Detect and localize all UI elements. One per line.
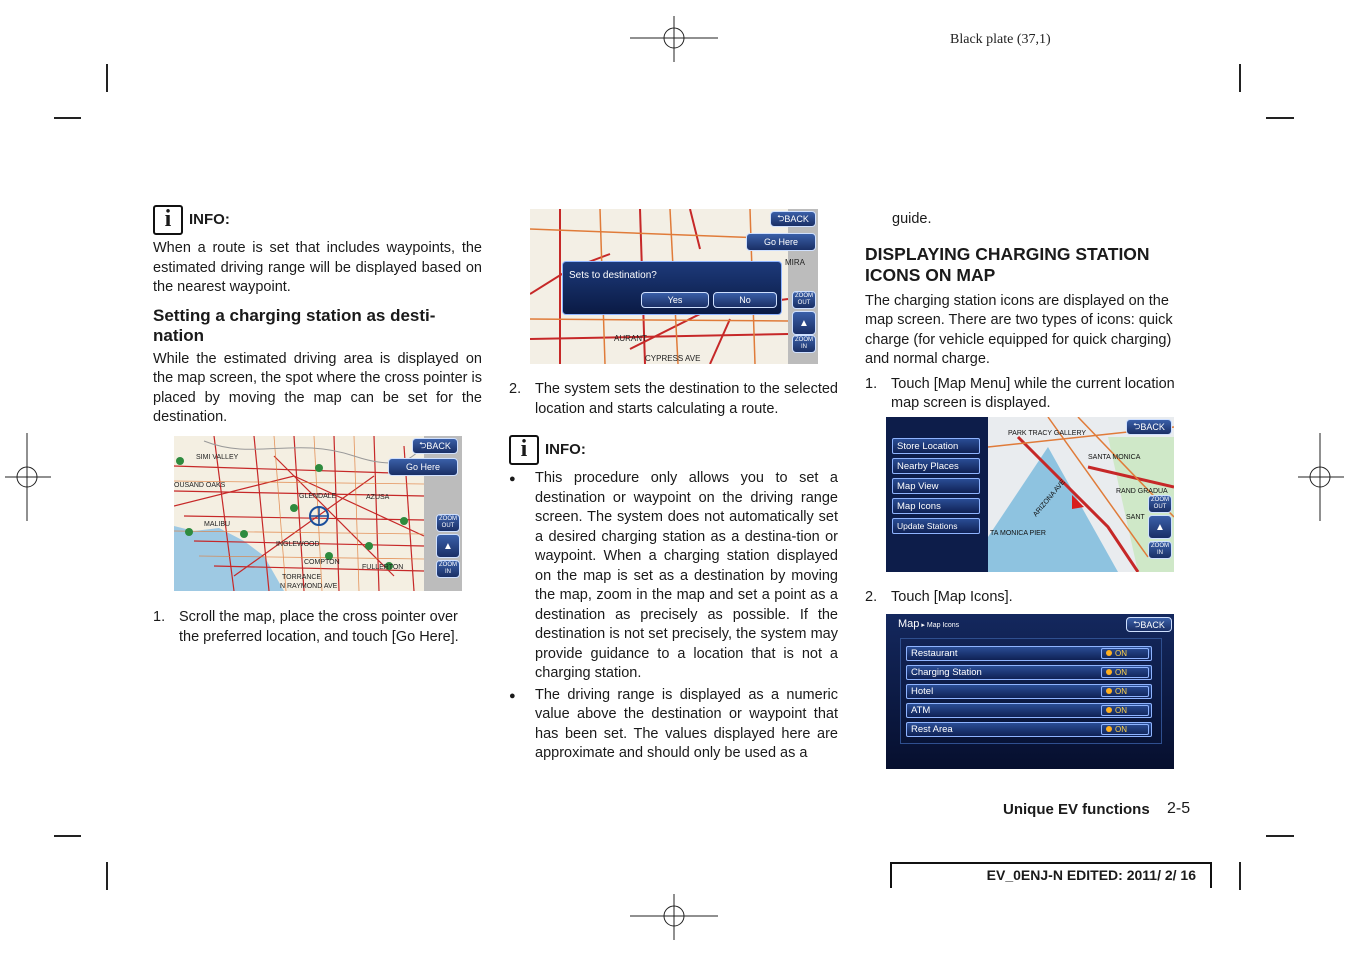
svg-text:ARIZONA AVE: ARIZONA AVE <box>1032 478 1067 519</box>
info-text: When a route is set that includes waypoints, the estimated driving range will be displayed based on the nearest waypoint. <box>153 240 482 295</box>
zoom-in-button[interactable]: ZOOM IN <box>1148 541 1172 559</box>
info-icon: i <box>153 205 183 235</box>
back-button[interactable]: ⮌ BACK <box>770 211 816 227</box>
zoom-out-button[interactable]: ZOOM OUT <box>436 514 460 532</box>
zoom-in-button[interactable]: ZOOM IN <box>792 335 816 353</box>
row-atm[interactable]: ATM ON <box>906 703 1152 718</box>
toggle-on[interactable]: ON <box>1101 686 1149 697</box>
menu-store-location[interactable]: Store Location <box>892 438 980 454</box>
svg-text:INGLEWOOD: INGLEWOOD <box>276 541 320 548</box>
svg-text:RAND GRADUA: RAND GRADUA <box>1116 488 1168 495</box>
svg-text:TORRANCE: TORRANCE <box>282 574 322 581</box>
svg-text:PARK TRACY GALLERY: PARK TRACY GALLERY <box>1008 430 1087 437</box>
svg-text:MIRA: MIRA <box>785 258 805 267</box>
zoom-out-button[interactable]: ZOOM OUT <box>792 291 816 309</box>
body-text: While the estimated driving area is displayed on the map screen, the spot where the cross pointer is placed by moving the map can be set for the destination. <box>153 350 482 425</box>
column-1-step <box>153 608 482 647</box>
menu-map-icons[interactable]: Map Icons <box>892 498 980 514</box>
info-icon: i <box>509 435 539 465</box>
svg-text:GLENDALE: GLENDALE <box>299 493 337 500</box>
toggle-on[interactable]: ON <box>1101 724 1149 735</box>
step-2: 2. Touch [Map Icons]. <box>865 589 1013 605</box>
svg-text:N RAYMOND AVE: N RAYMOND AVE <box>280 583 338 590</box>
step-2: 2. The system sets the destination to the selected location and starts calculating a route. <box>509 381 838 417</box>
info-heading: i INFO: <box>153 205 482 235</box>
svg-text:COMPTON: COMPTON <box>304 559 340 566</box>
column-3 <box>865 210 1194 414</box>
svg-text:MALIBU: MALIBU <box>204 521 231 528</box>
menu-map-view[interactable]: Map View <box>892 478 980 494</box>
back-button[interactable]: ⮌ BACK <box>412 438 458 454</box>
body-text: The charging station icons are displayed on the map screen. There are two types of icons: quick charge (for vehicle equipped for quick charging) and normal charge. <box>865 292 1173 367</box>
plate-label: Black plate (37,1) <box>950 32 1051 47</box>
registration-mark-bottom <box>630 894 718 940</box>
registration-mark-top <box>630 16 718 62</box>
step-1: 1. Touch [Map Menu] while the current location map screen is displayed. <box>865 375 1175 411</box>
zoom-in-button[interactable]: ZOOM IN <box>436 560 460 578</box>
svg-text:FULLERTON: FULLERTON <box>362 564 404 571</box>
confirm-dialog <box>562 261 782 315</box>
svg-text:SANTA MONICA: SANTA MONICA <box>1088 454 1141 461</box>
column-1 <box>153 205 482 428</box>
svg-text:SIMI VALLEY: SIMI VALLEY <box>196 454 239 461</box>
svg-text:OUSAND OAKS: OUSAND OAKS <box>174 482 226 489</box>
row-hotel[interactable]: Hotel ON <box>906 684 1152 699</box>
toggle-on[interactable]: ON <box>1101 667 1149 678</box>
step-1: 1. Scroll the map, place the cross pointer over the preferred location, and touch [Go Here]. <box>153 609 459 645</box>
svg-text:AZUSA: AZUSA <box>366 494 390 501</box>
toggle-on[interactable]: ON <box>1101 648 1149 659</box>
registration-mark-left <box>5 433 51 521</box>
driving-range-map-screenshot <box>174 436 462 591</box>
page-number: 2-5 <box>1167 800 1191 817</box>
section-heading: DISPLAYING CHARGING STATION ICONS ON MAP <box>865 243 1150 285</box>
row-charging-station[interactable]: Charging Station ON <box>906 665 1152 680</box>
screen-title: Map ▸ Map Icons <box>898 618 960 630</box>
info-bullet: ● This procedure only allows you to set a destination or waypoint on the driving range screen. The system does not automatically set a desired charging station as a destina-tion or waypoint. When a charging station displayed on the map is set as a destination by moving the map, zoom in the map and set a point as a destination as precisely as possible. If the destination is not set precisely, the system may provide guidance to a location that is not a charging station. <box>509 470 838 681</box>
zoom-out-button[interactable]: ZOOM OUT <box>1148 495 1172 513</box>
menu-nearby-places[interactable]: Nearby Places <box>892 458 980 474</box>
toggle-on[interactable]: ON <box>1101 705 1149 716</box>
no-button[interactable]: No <box>713 292 777 308</box>
continued-text: guide. <box>892 211 932 227</box>
info-heading: i INFO: <box>509 435 838 465</box>
info-bullet: ● The driving range is displayed as a numeric value above the destination or waypoint that has been set. The values displayed here are approximate and should only be used as a <box>509 686 838 761</box>
compass-icon[interactable]: ▲ <box>436 534 460 558</box>
svg-text:AURANT: AURANT <box>614 334 647 343</box>
row-restaurant[interactable]: Restaurant ON <box>906 646 1152 661</box>
svg-text:CYPRESS AVE: CYPRESS AVE <box>645 354 701 363</box>
row-rest-area[interactable]: Rest Area ON <box>906 722 1152 737</box>
back-button[interactable]: ⮌ BACK <box>1126 419 1172 435</box>
compass-icon[interactable]: ▲ <box>1148 515 1172 539</box>
section-heading: Setting a charging station as desti-nation <box>153 305 436 345</box>
sets-destination-screenshot <box>530 209 818 364</box>
compass-icon[interactable]: ▲ <box>792 311 816 335</box>
map-menu-screenshot <box>886 417 1174 572</box>
map-icons-screenshot <box>886 614 1174 769</box>
go-here-button[interactable]: Go Here <box>388 458 458 476</box>
column-2 <box>509 380 838 766</box>
dialog-message: Sets to destination? <box>569 270 657 281</box>
map-pane <box>988 417 1174 572</box>
go-here-button[interactable]: Go Here <box>746 233 816 251</box>
svg-text:TA MONICA PIER: TA MONICA PIER <box>990 530 1046 537</box>
back-button[interactable]: ⮌ BACK <box>1126 617 1172 632</box>
footer-section-title: Unique EV functions <box>1003 801 1150 818</box>
column-3-step-2 <box>865 588 1194 608</box>
edited-stamp: EV_0ENJ-N EDITED: 2011/ 2/ 16 <box>890 862 1212 888</box>
map-graphic-3 <box>988 417 1174 572</box>
registration-mark-right <box>1298 433 1344 521</box>
yes-button[interactable]: Yes <box>641 292 709 308</box>
menu-update-stations[interactable]: Update Stations <box>892 518 980 534</box>
svg-text:SANT: SANT <box>1126 514 1145 521</box>
